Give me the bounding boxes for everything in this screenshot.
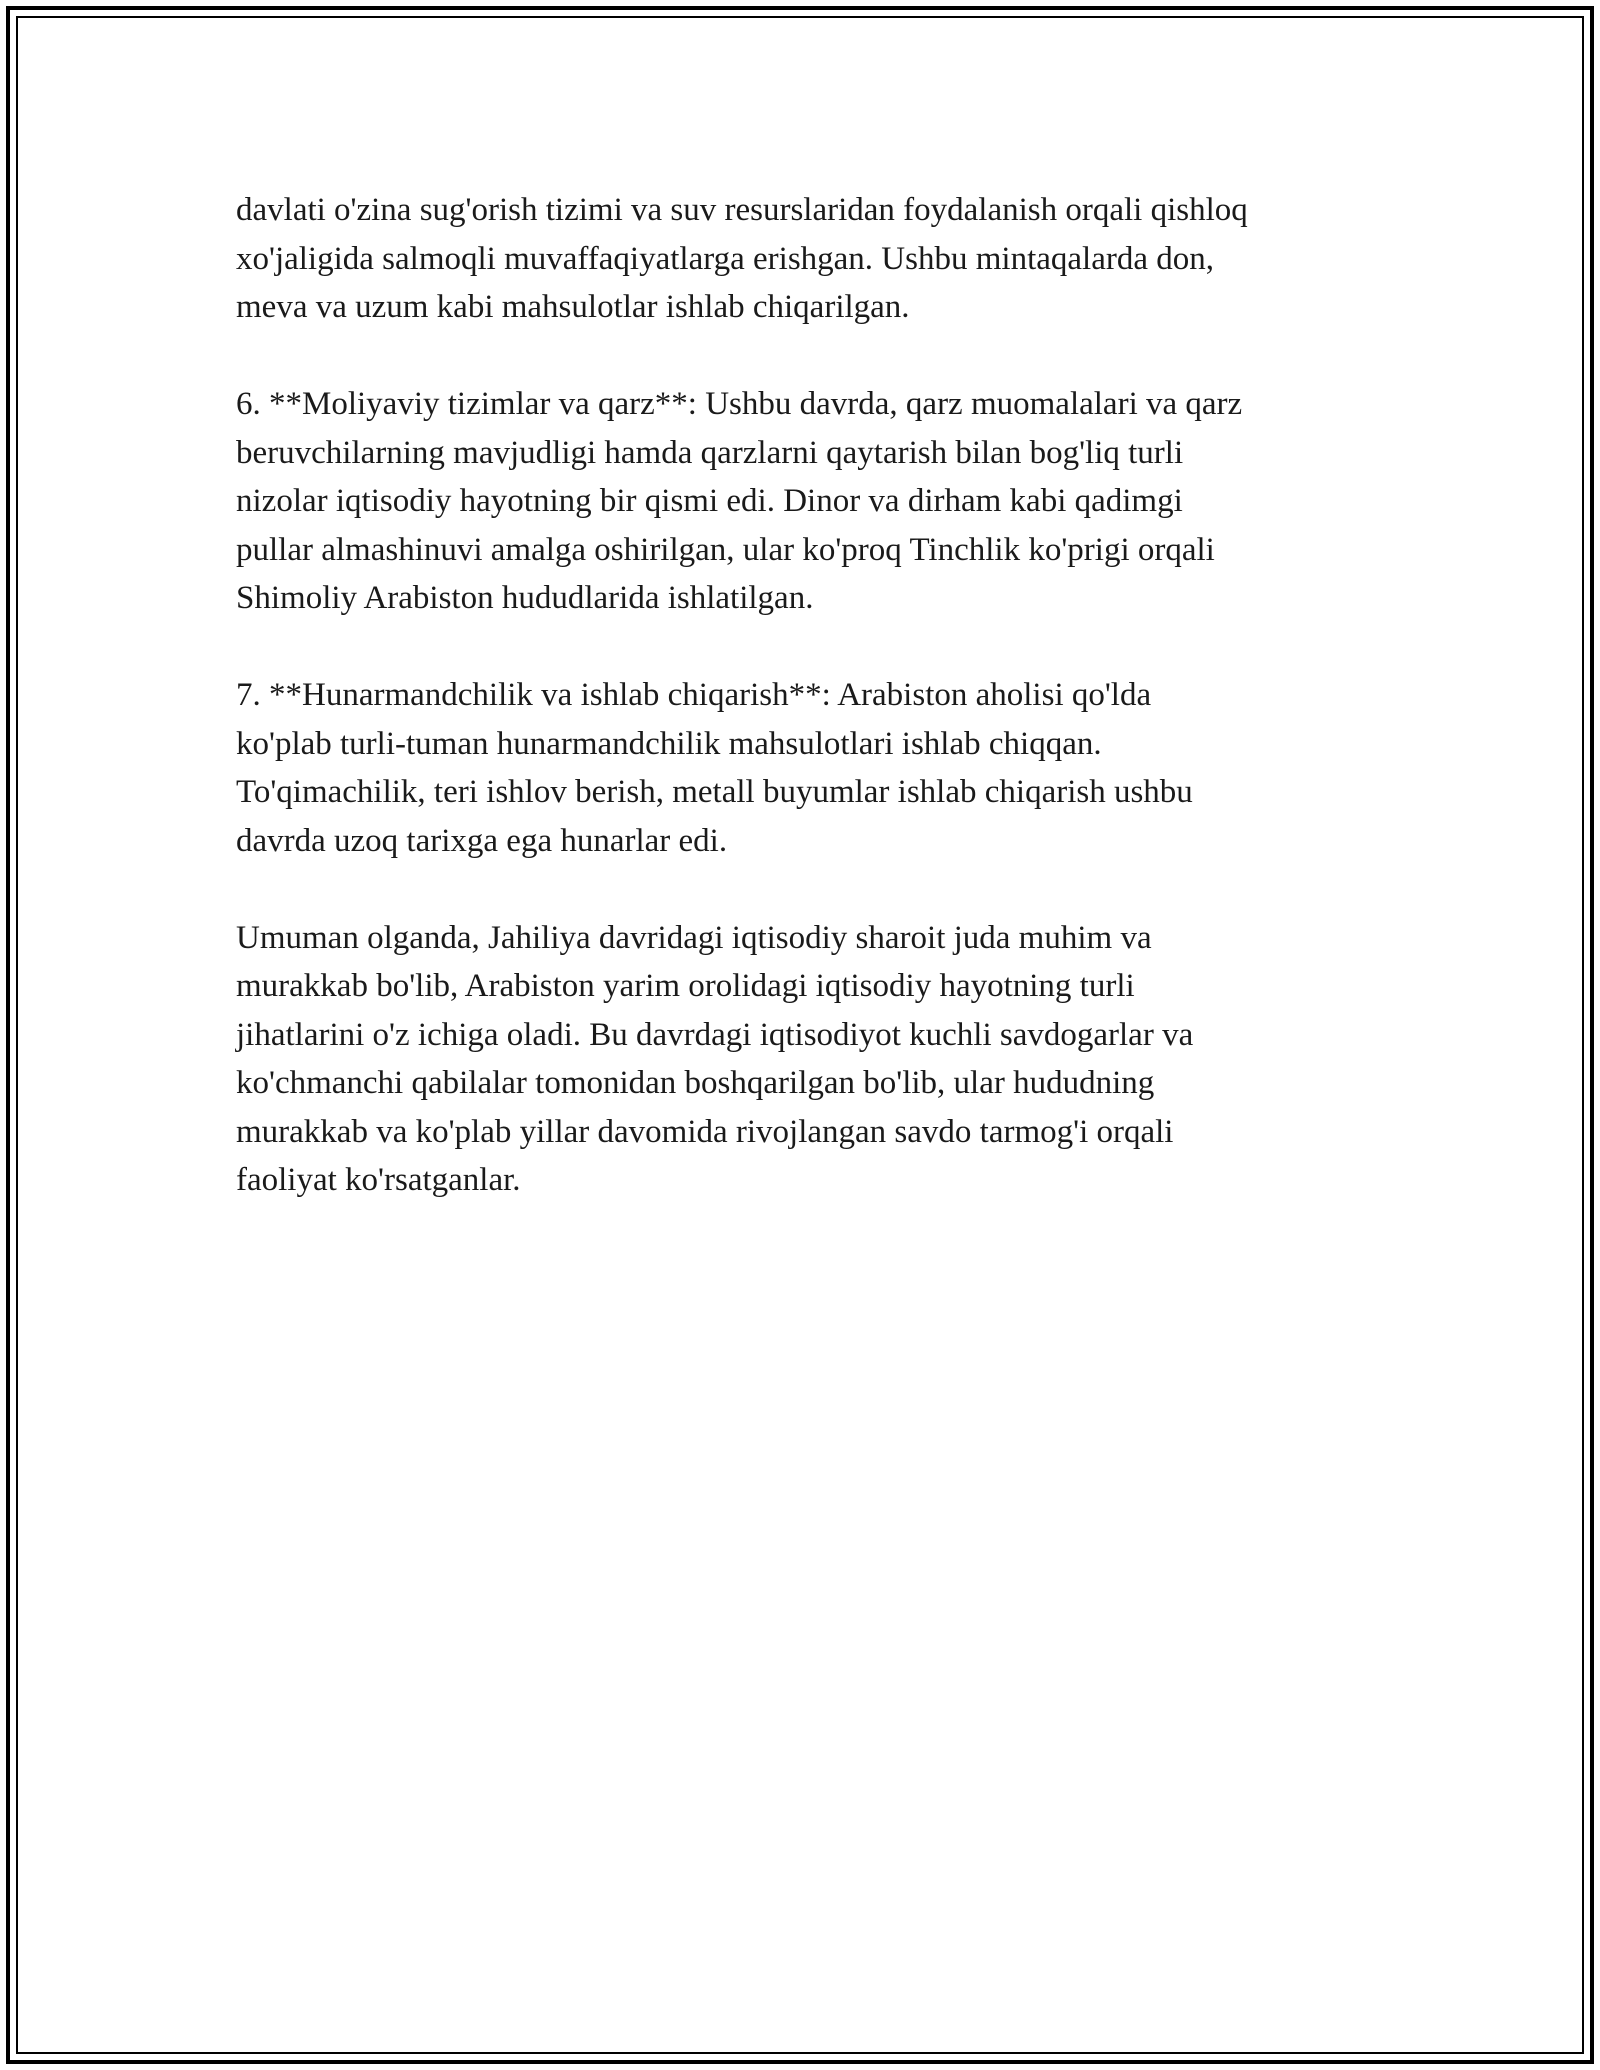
text-line: davrda uzoq tarixga ega hunarlar edi. [236, 822, 728, 859]
text-line: 6. **Moliyaviy tizimlar va qarz**: Ushbu davrda, qarz muomalalari va qarz [236, 386, 1243, 422]
text-line: To'qimachilik, teri ishlov berish, metall buyumlar ishlab chiqarish ushbu [236, 774, 1193, 810]
paragraph-crafts-production [236, 671, 1376, 865]
text-line: beruvchilarning mavjudligi hamda qarzlarni qaytarish bilan bog'liq turli [236, 434, 1184, 471]
text-line: xo'jaligida salmoqli muvaffaqiyatlarga erishgan. Ushbu mintaqalarda don, [236, 240, 1214, 277]
text-line: pullar almashinuvi amalga oshirilgan, ular ko'proq Tinchlik ko'prigi orqali [236, 531, 1215, 568]
text-line: jihatlarini o'z ichiga oladi. Bu davrdagi iqtisodiyot kuchli savdogarlar va [236, 1016, 1194, 1053]
text-line: ko'chmanchi qabilalar tomonidan boshqarilgan bo'lib, ular hududning [236, 1065, 1155, 1101]
paragraph-conclusion [236, 914, 1376, 1205]
text-line: faoliyat ko'rsatganlar. [236, 1162, 521, 1198]
text-line: nizolar iqtisodiy hayotning bir qismi edi. Dinor va dirham kabi qadimgi [236, 483, 1183, 519]
text-line: ko'plab turli-tuman hunarmandchilik mahsulotlari ishlab chiqqan. [236, 725, 1102, 762]
text-line: Umuman olganda, Jahiliya davridagi iqtisodiy sharoit juda muhim va [236, 919, 1152, 956]
text-line: murakkab va ko'plab yillar davomida rivojlangan savdo tarmog'i orqali [236, 1113, 1174, 1150]
text-line: 7. **Hunarmandchilik va ishlab chiqarish**: Arabiston aholisi qo'lda [236, 677, 1152, 713]
paragraph-agriculture-continuation [236, 186, 1376, 332]
text-line: meva va uzum kabi mahsulotlar ishlab chiqarilgan. [236, 289, 910, 325]
paragraph-financial-systems [236, 380, 1376, 623]
text-line: Shimoliy Arabiston hududlarida ishlatilgan. [236, 580, 814, 616]
document-body [236, 186, 1376, 1253]
text-line: davlati o'zina sug'orish tizimi va suv resurslaridan foydalanish orqali qishloq [236, 192, 1248, 228]
text-line: murakkab bo'lib, Arabiston yarim orolidagi iqtisodiy hayotning turli [236, 968, 1135, 1004]
